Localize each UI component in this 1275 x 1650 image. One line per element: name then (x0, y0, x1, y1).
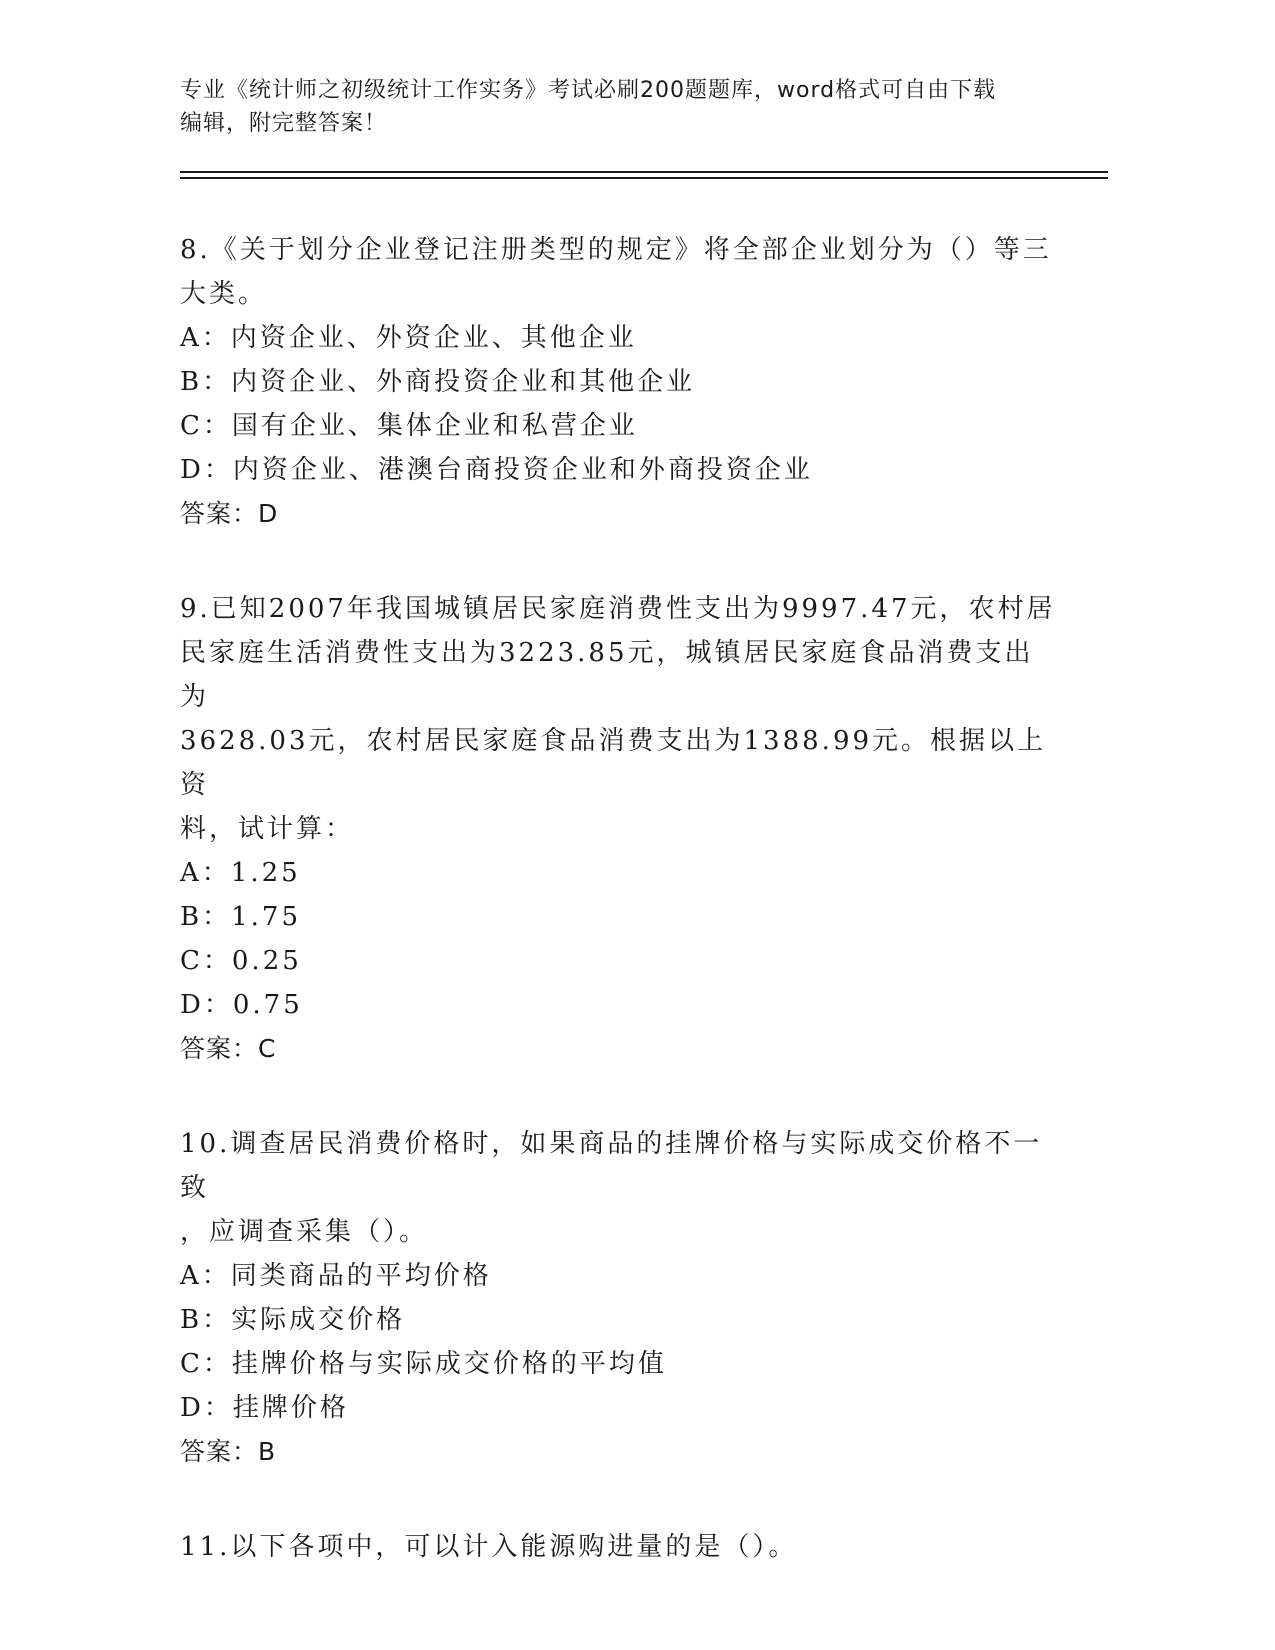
header-line-2: 编辑，附完整答案！ (180, 111, 388, 136)
question-stem: 9.已知2007年我国城镇居民家庭消费性支出为9997.47元，农村居 民家庭生活消费性支出为3223.85元，城镇居民家庭食品消费支出为 3628.03元，农村居民家庭食品消费支出为1388.99元。根据以上资 料，试计算： (180, 594, 1056, 844)
header-divider-top (180, 171, 1108, 173)
document-header (180, 74, 1060, 140)
option-d: D：挂牌价格 (180, 1393, 349, 1423)
question-list (180, 228, 1060, 1620)
option-d: D：0.75 (180, 990, 303, 1020)
option-c: C：0.25 (180, 946, 302, 976)
option-b: B：1.75 (180, 902, 301, 932)
answer: 答案：C (180, 1034, 277, 1063)
option-b: B：实际成交价格 (180, 1305, 406, 1335)
question-11 (180, 1525, 1060, 1569)
question-9 (180, 587, 1060, 1071)
option-d: D：内资企业、港澳台商投资企业和外商投资企业 (180, 455, 813, 485)
option-a: A：1.25 (180, 858, 301, 888)
option-b: B：内资企业、外商投资企业和其他企业 (180, 367, 696, 397)
question-10 (180, 1122, 1060, 1474)
answer: 答案：D (180, 499, 279, 528)
option-c: C：国有企业、集体企业和私营企业 (180, 411, 638, 441)
question-stem: 10.调查居民消费价格时，如果商品的挂牌价格与实际成交价格不一致 ，应调查采集（）。 (180, 1129, 1043, 1247)
option-a: A：同类商品的平均价格 (180, 1261, 492, 1291)
question-8 (180, 228, 1060, 536)
question-stem: 8.《关于划分企业登记注册类型的规定》将全部企业划分为（）等三 大类。 (180, 235, 1052, 309)
header-divider-bottom (180, 177, 1108, 179)
answer: 答案：B (180, 1437, 277, 1466)
option-c: C：挂牌价格与实际成交价格的平均值 (180, 1349, 667, 1379)
option-a: A：内资企业、外资企业、其他企业 (180, 323, 637, 353)
question-stem: 11.以下各项中，可以计入能源购进量的是（）。 (180, 1532, 798, 1562)
header-line-1: 专业《统计师之初级统计工作实务》考试必刷200题题库，word格式可自由下载 (180, 78, 997, 103)
